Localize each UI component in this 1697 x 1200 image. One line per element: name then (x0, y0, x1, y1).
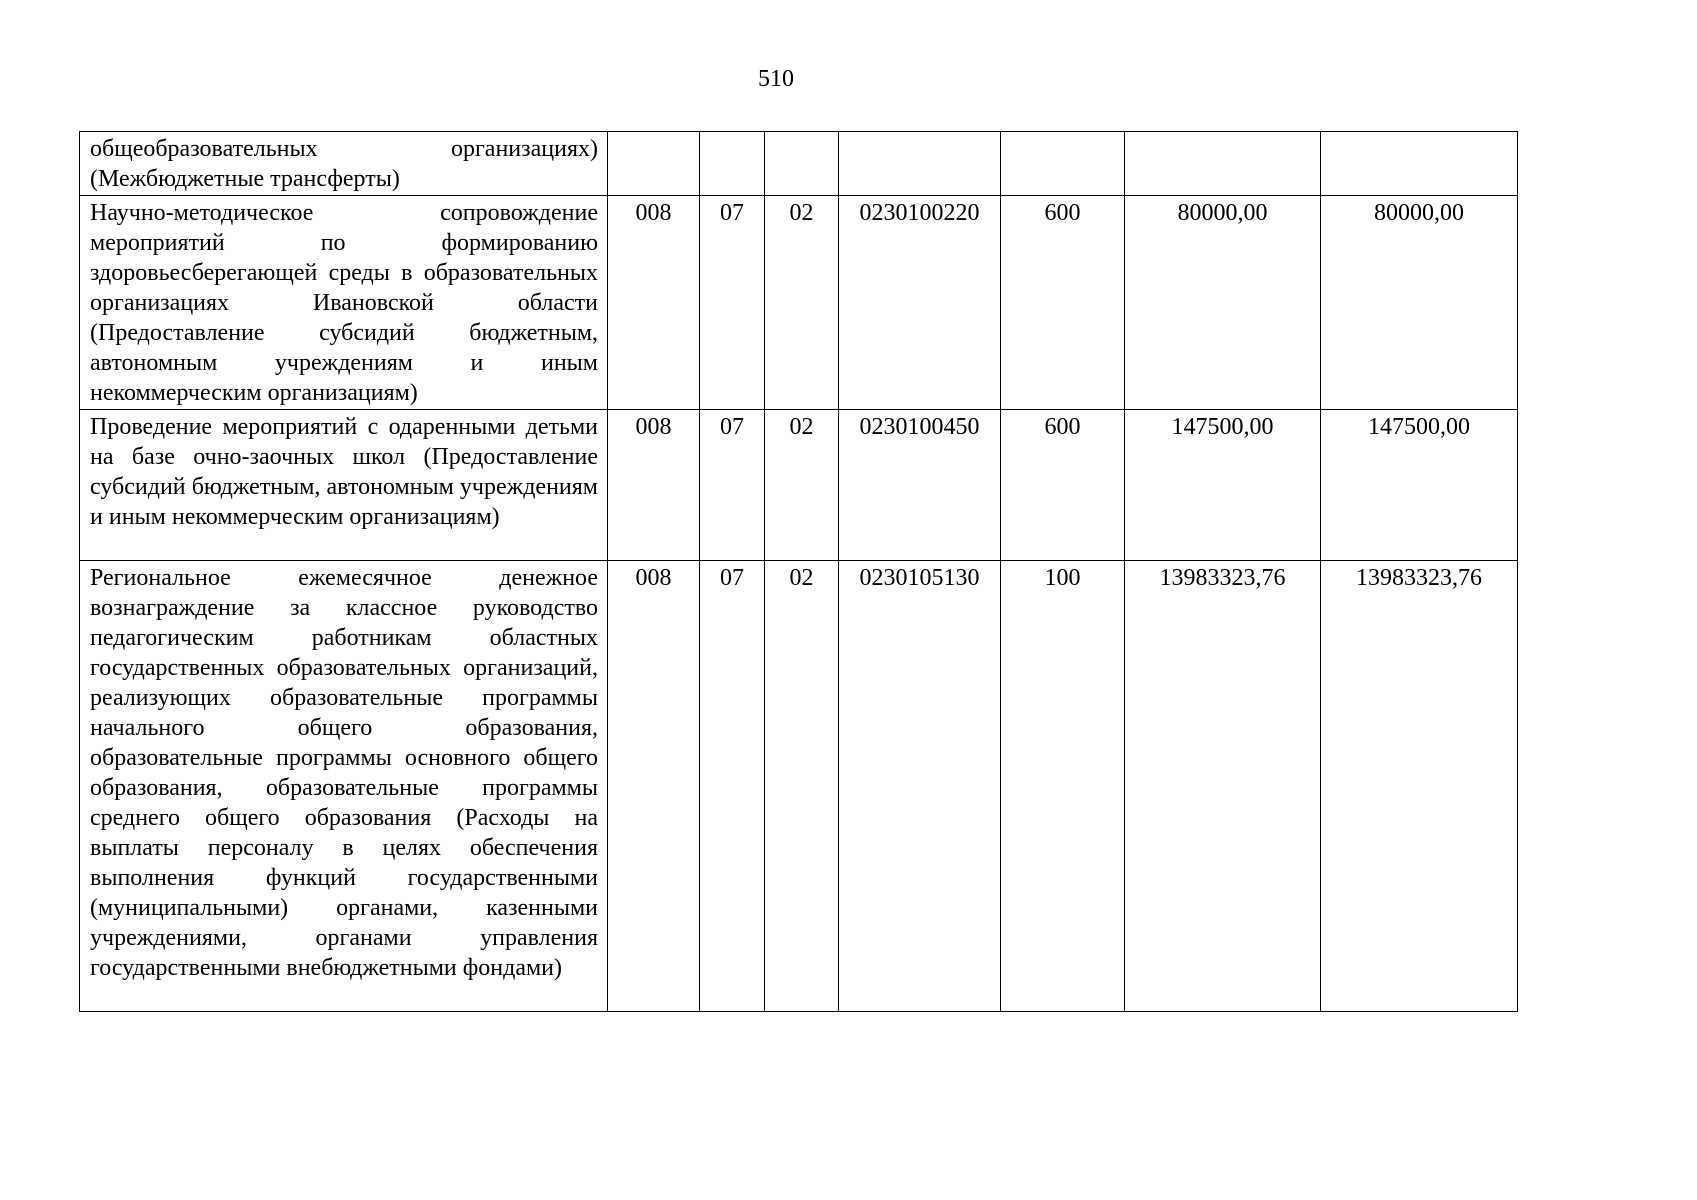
target-article-code: 0230105130 (839, 561, 1001, 1012)
ministry-code (608, 132, 700, 196)
table-row (80, 410, 1518, 561)
amount-second: 147500,00 (1321, 410, 1518, 561)
section-code: 07 (700, 196, 765, 410)
expense-type-code: 600 (1001, 410, 1125, 561)
row-description: Региональное ежемесячное денежное вознаграждение за классное руководство педагогическим работникам областных государственных образовательных организаций, реализующих образовательные программы начального общего образования, образовательные программы основного общего образования, образовательные программы среднего общего образования (Расходы на выплаты персоналу в целях обеспечения выполнения функций государственными (муниципальными) органами, казенными учреждениями, органами управления государственными внебюджетными фондами) (80, 561, 608, 1012)
subsection-code: 02 (765, 410, 839, 561)
ministry-code: 008 (608, 410, 700, 561)
row-description: общеобразовательных организациях) (Межбюджетные трансферты) (80, 132, 608, 196)
subsection-code (765, 132, 839, 196)
expense-type-code: 600 (1001, 196, 1125, 410)
target-article-code (839, 132, 1001, 196)
amount-second: 13983323,76 (1321, 561, 1518, 1012)
ministry-code: 008 (608, 561, 700, 1012)
ministry-code: 008 (608, 196, 700, 410)
target-article-code: 0230100450 (839, 410, 1001, 561)
page-number: 510 (758, 66, 794, 92)
amount-first: 13983323,76 (1125, 561, 1321, 1012)
row-description: Проведение мероприятий с одаренными детьми на базе очно-заочных школ (Предоставление субсидий бюджетным, автономным учреждениям и иным некоммерческим организациям) (80, 410, 608, 561)
budget-table (79, 131, 1518, 1012)
table-row (80, 561, 1518, 1012)
row-description: Научно-методическое сопровождение мероприятий по формированию здоровьесберегающей среды в образовательных организациях Ивановской области (Предоставление субсидий бюджетным, автономным учреждениям и иным некоммерческим организациям) (80, 196, 608, 410)
expense-type-code (1001, 132, 1125, 196)
table-row (80, 132, 1518, 196)
expense-type-code: 100 (1001, 561, 1125, 1012)
amount-first: 147500,00 (1125, 410, 1321, 561)
section-code (700, 132, 765, 196)
target-article-code: 0230100220 (839, 196, 1001, 410)
amount-first (1125, 132, 1321, 196)
amount-first: 80000,00 (1125, 196, 1321, 410)
amount-second (1321, 132, 1518, 196)
section-code: 07 (700, 410, 765, 561)
table-row (80, 196, 1518, 410)
amount-second: 80000,00 (1321, 196, 1518, 410)
subsection-code: 02 (765, 561, 839, 1012)
subsection-code: 02 (765, 196, 839, 410)
section-code: 07 (700, 561, 765, 1012)
